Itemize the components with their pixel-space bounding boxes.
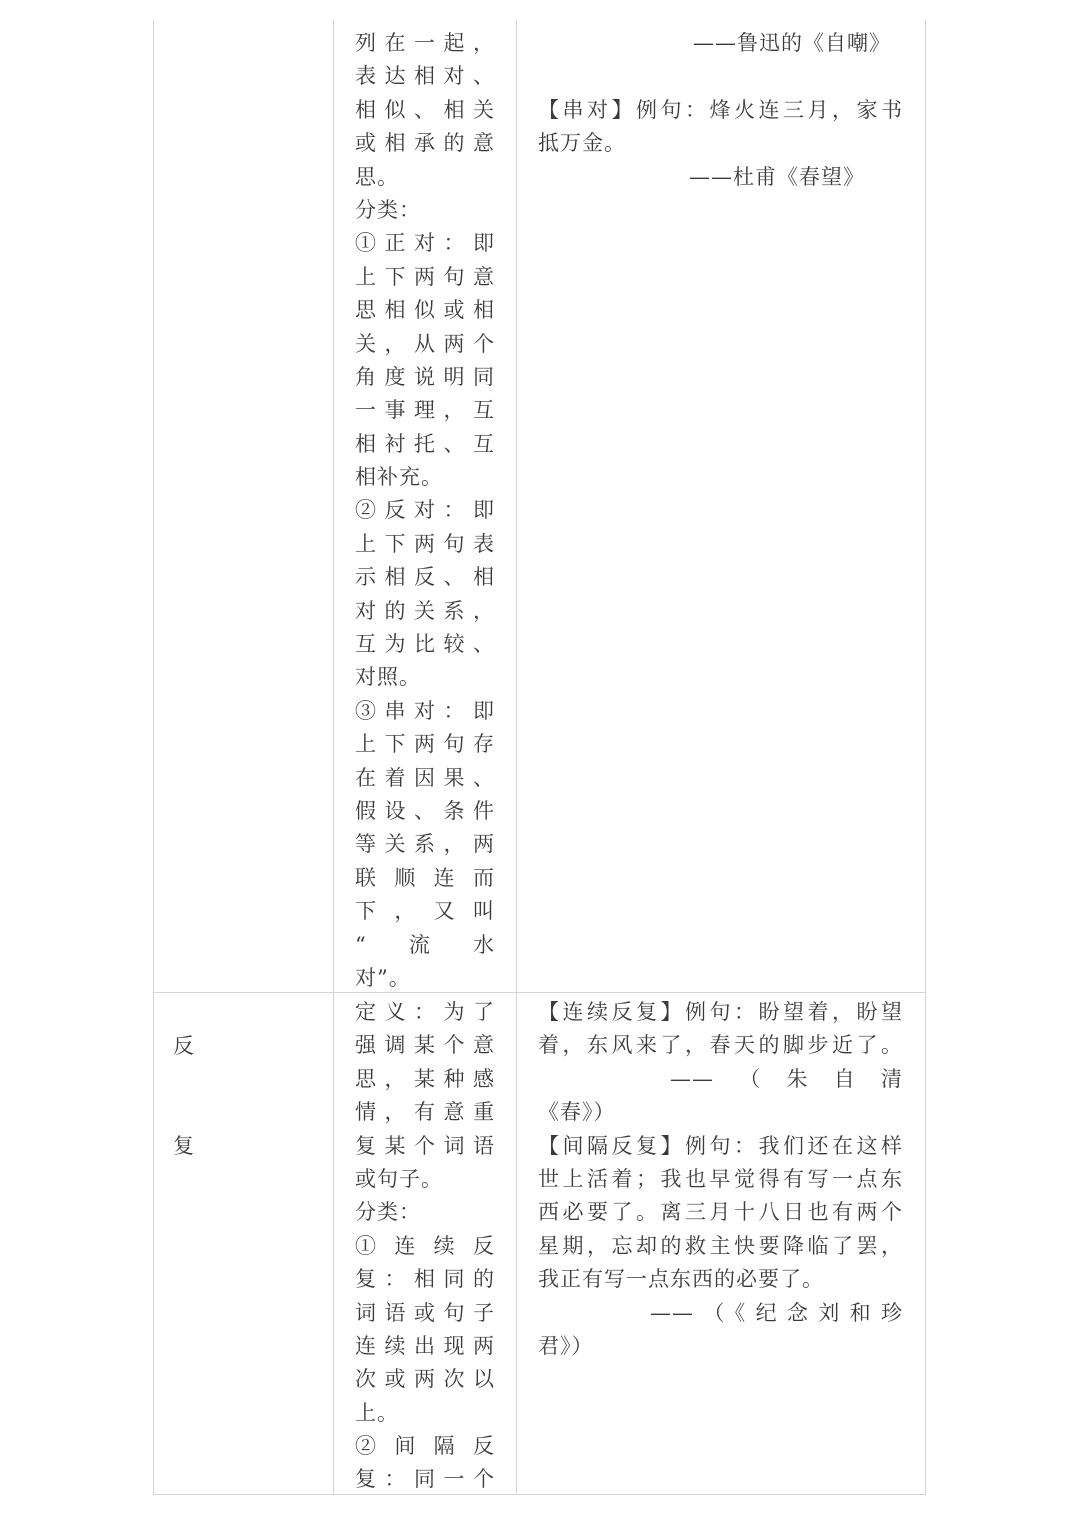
definition-line: 思。 [355,164,399,189]
definition-line: 强调某个意 [355,1033,495,1058]
definition-line: 联顺连而 [355,865,495,890]
column-divider-2 [516,20,517,1495]
definition-line: 相补充。 [355,465,443,490]
definition-line: 上。 [355,1400,399,1425]
definition-line: 在着因果、 [355,765,495,790]
example-text: 【连续反复】例句：盼望着，盼望 [538,1000,903,1024]
example-citation: ——杜甫《春望》 [689,164,865,189]
definition-line: 互为比较、 [355,632,495,657]
definition-line: 假设、条件 [355,798,495,823]
definition-line: 角度说明同 [355,364,495,389]
definition-line: 示相反、相 [355,565,495,590]
example-text: 【串对】例句：烽火连三月，家书 [538,97,903,122]
definition-line: 上下两句意 [355,264,495,289]
definition-line: 上下两句表 [355,531,495,556]
row1-example-cell [538,27,903,194]
example-text: 【间隔反复】例句：我们还在这样 [538,1133,903,1158]
definition-line: 复：相同的 [355,1267,495,1292]
definition-line: 或句子。 [355,1166,443,1191]
term-label-char-1: 反 [173,1034,194,1058]
rhetoric-table [153,20,926,1495]
table-border-right [925,20,926,1495]
definition-line: 连续出现两 [355,1333,495,1358]
definition-line: 下，又叫 [355,899,495,924]
column-divider-1 [333,20,334,1495]
definition-line: 对的关系， [355,598,495,623]
example-citation: 《春》） [538,1100,616,1125]
definition-line: ①连续反 [355,1233,495,1258]
example-citation: ——（《纪念刘和珍 [650,1300,903,1325]
definition-line: 列在一起， [355,31,495,55]
category-heading: 分类： [355,197,421,222]
definition-line: 表达相对、 [355,64,495,89]
example-text: 抵万金。 [538,131,626,156]
example-text: 星期，忘却的救主快要降临了罢， [538,1233,903,1258]
definition-line: 复：同一个 [355,1467,495,1492]
example-citation: 君》） [538,1333,594,1358]
table-border-left [153,20,154,1495]
definition-line: 关，从两个 [355,331,495,356]
definition-line: 或相承的意 [355,131,495,156]
example-citation: ——（朱自清 [670,1066,903,1091]
example-citation: ——鲁迅的《自嘲》 [693,31,891,55]
row1-definition-cell [355,27,495,995]
definition-line: “流水 [355,932,495,957]
definition-line: 上下两句存 [355,732,495,757]
definition-line: ③串对：即 [355,698,495,723]
blank-line [538,60,903,93]
definition-line: 相似、相关 [355,97,495,122]
definition-line: 对”。 [355,965,411,990]
row2-example-cell [538,996,903,1363]
definition-line: 词语或句子 [355,1300,495,1325]
definition-line: 等关系，两 [355,832,495,857]
example-text: 西必要了。离三月十八日也有两个 [538,1200,903,1225]
table-border-bottom [153,1494,926,1495]
category-heading: 分类： [355,1200,421,1225]
definition-line: 复某个词语 [355,1133,495,1158]
example-text: 我正有写一点东西的必要了。 [538,1267,824,1292]
definition-line: 次或两次以 [355,1367,495,1392]
definition-line: ①正对：即 [355,231,495,256]
definition-line: 定义：为了 [355,1000,495,1024]
definition-line: 思相似或相 [355,298,495,323]
definition-line: 情，有意重 [355,1100,495,1125]
example-text: 着，东风来了，春天的脚步近了。 [538,1033,903,1058]
term-label-char-2: 复 [173,1134,194,1158]
row2-definition-cell [355,996,495,1497]
definition-line: ②间隔反 [355,1434,495,1459]
definition-line: 思，某种感 [355,1066,495,1091]
definition-line: ②反对：即 [355,498,495,523]
definition-line: 相衬托、互 [355,431,495,456]
example-text: 世上活着；我也早觉得有写一点东 [538,1166,903,1191]
row-divider [153,992,926,993]
definition-line: 对照。 [355,665,421,690]
definition-line: 一事理，互 [355,398,495,423]
